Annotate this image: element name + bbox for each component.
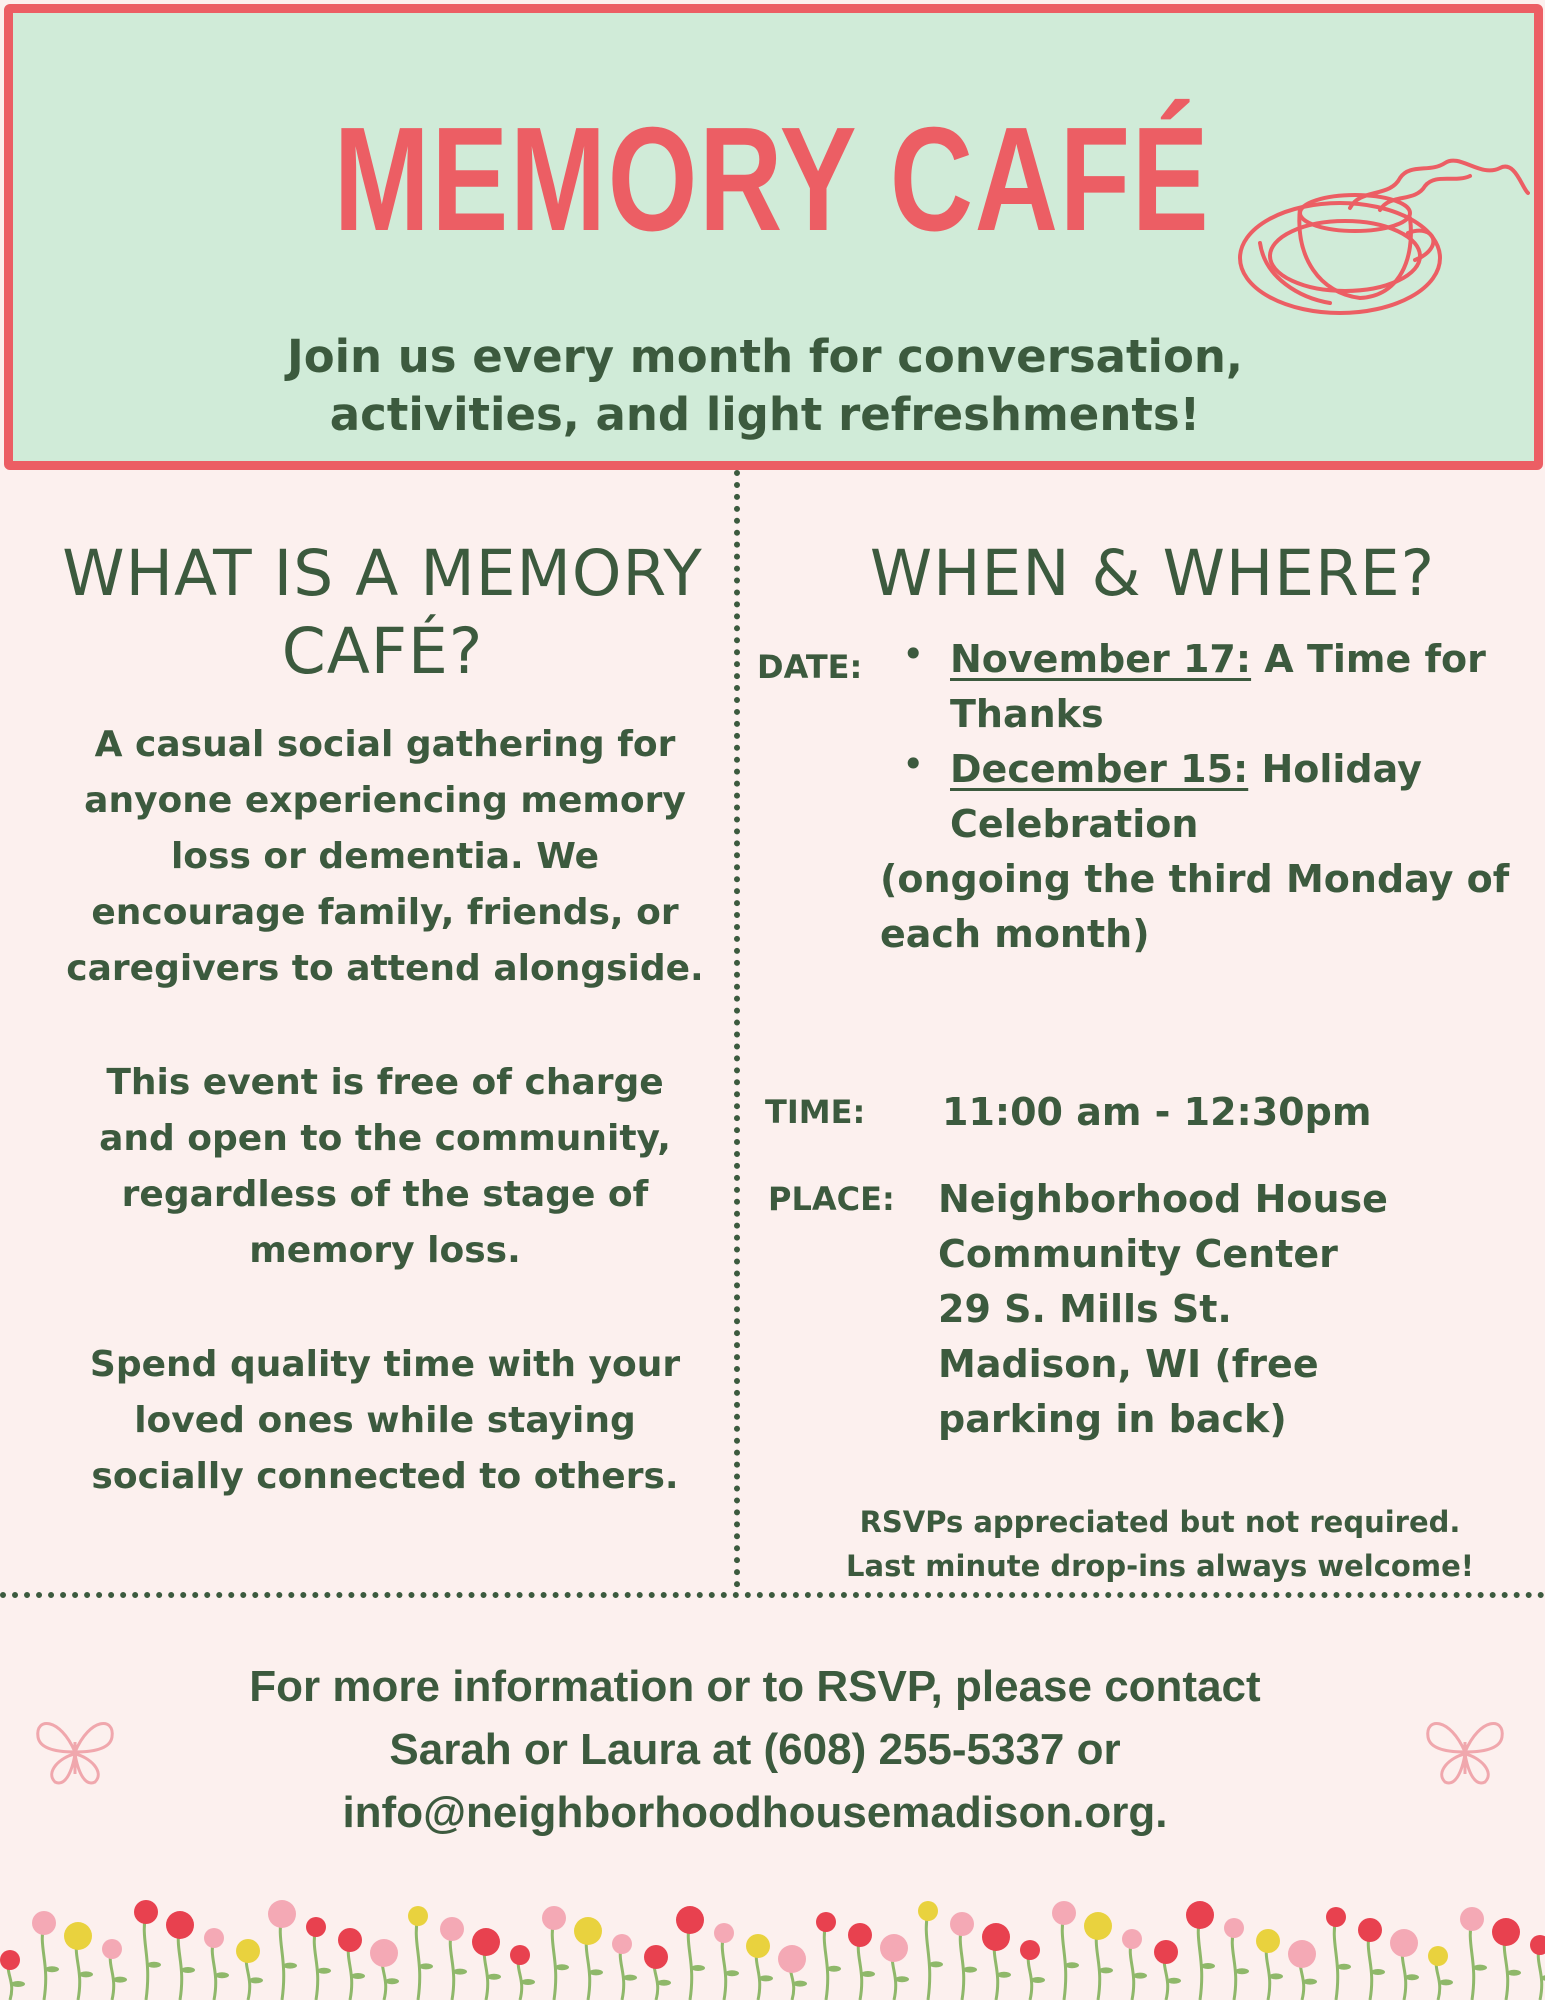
when-where-heading: WHEN & WHERE? (869, 537, 1436, 610)
text-line: socially connected to others. (91, 1456, 679, 1497)
flower-leaf (147, 1962, 161, 1968)
about-heading-line: CAFÉ? (281, 615, 484, 688)
flower-bloom (1326, 1907, 1346, 1927)
address-line: parking in back) (938, 1397, 1287, 1441)
flower-leaf (827, 1966, 841, 1972)
flower-bloom (1020, 1940, 1040, 1960)
address-line: 29 S. Mills St. (938, 1287, 1232, 1331)
time-value: 11:00 am - 12:30pm (942, 1090, 1372, 1134)
flower-bloom (1358, 1918, 1382, 1942)
flower-leaf (283, 1963, 297, 1969)
flower-bloom (268, 1900, 296, 1928)
flower-bloom (574, 1917, 602, 1945)
text-line: This event is free of charge (106, 1062, 664, 1103)
flower-bloom (236, 1939, 260, 1963)
flower-bloom (1224, 1918, 1244, 1938)
tagline-line: activities, and light refreshments! (329, 388, 1201, 441)
date-label: DATE: (757, 648, 863, 686)
flower-bloom (746, 1934, 770, 1958)
flower-leaf (1269, 1973, 1283, 1979)
flower-leaf (759, 1975, 773, 1981)
about-paragraph-1 (30, 717, 740, 997)
flower-leaf (1133, 1973, 1147, 1979)
about-paragraph-3 (30, 1337, 740, 1505)
flower-bloom (306, 1917, 326, 1937)
flower-leaf (861, 1971, 875, 1977)
text-line: encourage family, friends, or (91, 892, 679, 933)
flower-leaf (45, 1966, 59, 1972)
flower-leaf (1065, 1962, 1079, 1968)
flower-leaf (385, 1978, 399, 1984)
address-line: Madison, WI (free (938, 1342, 1319, 1386)
flower-bloom (338, 1928, 362, 1952)
flower-bloom (880, 1934, 908, 1962)
flower-leaf (1337, 1964, 1351, 1970)
flower-bloom (472, 1928, 500, 1956)
event-date: December 15: (950, 747, 1249, 791)
flower-leaf (1371, 1969, 1385, 1975)
flower-bloom (676, 1906, 704, 1934)
contact-email[interactable]: info@neighborhoodhousemadison.org. (342, 1788, 1168, 1837)
flower-leaf (589, 1969, 603, 1975)
tagline (200, 328, 1330, 444)
flower-stem (1062, 1913, 1065, 2000)
place-label: PLACE: (768, 1180, 895, 1218)
text-line: each month) (880, 912, 1150, 956)
event-title: A Time for (1251, 637, 1486, 681)
flower-stem (926, 1911, 929, 2000)
flower-leaf (79, 1971, 93, 1977)
date-item-december (950, 742, 1530, 852)
flower-leaf (725, 1970, 739, 1976)
flower-bloom (950, 1912, 974, 1936)
page-title: MEMORY CAFÉ (333, 97, 1211, 262)
flower-leaf (1303, 1979, 1317, 1985)
flower-bloom (1460, 1907, 1484, 1931)
flower-stem (416, 1916, 419, 2000)
flower-leaf (793, 1981, 807, 1987)
flower-bloom (1530, 1935, 1545, 1955)
flower-leaf (453, 1969, 467, 1975)
flower-leaf (1507, 1970, 1521, 1976)
flower-bloom (778, 1945, 806, 1973)
butterfly-icon (1420, 1712, 1510, 1792)
flower-bloom (32, 1911, 56, 1935)
text-line: and open to the community, (99, 1118, 671, 1159)
flower-bloom (848, 1923, 872, 1947)
about-paragraph-2 (30, 1055, 740, 1279)
text-line: Last minute drop-ins always welcome! (846, 1549, 1474, 1583)
flower-leaf (1439, 1979, 1453, 1985)
flower-stem (1334, 1917, 1337, 2000)
butterfly-icon (30, 1712, 120, 1792)
event-title: Celebration (950, 802, 1199, 846)
flower-stem (824, 1922, 827, 2000)
flower-bloom (816, 1912, 836, 1932)
flower-leaf (555, 1964, 569, 1970)
contact-line: Sarah or Laura at (608) 255-5337 or (389, 1725, 1121, 1774)
flower-leaf (1473, 1965, 1487, 1971)
rsvp-note (800, 1500, 1520, 1588)
horizontal-divider (0, 1592, 1545, 1598)
flower-bloom (1390, 1929, 1418, 1957)
flower-border (0, 1858, 1545, 2000)
flower-leaf (691, 1965, 705, 1971)
flower-leaf (1167, 1978, 1181, 1984)
flower-stem (722, 1933, 725, 2000)
flower-bloom (1256, 1929, 1280, 1953)
about-heading (20, 535, 745, 691)
contact-info (150, 1655, 1360, 1844)
flower-bloom (0, 1950, 20, 1970)
flower-stem (314, 1927, 317, 2000)
flower-bloom (166, 1911, 194, 1939)
flower-leaf (1099, 1967, 1113, 1973)
flower-bloom (918, 1901, 938, 1921)
text-line: anyone experiencing memory (84, 780, 686, 821)
flower-bloom (982, 1923, 1010, 1951)
flower-bloom (134, 1900, 158, 1924)
flower-stem (552, 1918, 555, 2000)
flower-bloom (408, 1906, 428, 1926)
flower-bloom (440, 1917, 464, 1941)
flower-leaf (1235, 1968, 1249, 1974)
flower-bloom (370, 1939, 398, 1967)
text-line: (ongoing the third Monday of (880, 857, 1510, 901)
event-title: Thanks (950, 692, 1104, 736)
flower-leaf (1405, 1974, 1419, 1980)
flower-leaf (317, 1968, 331, 1974)
flower-bloom (644, 1945, 668, 1969)
flower-bloom (1122, 1929, 1142, 1949)
flower-leaf (11, 1981, 25, 1987)
flower-leaf (181, 1967, 195, 1973)
flower-bloom (612, 1934, 632, 1954)
flower-bloom (64, 1922, 92, 1950)
place-address (938, 1172, 1498, 1447)
flower-leaf (351, 1973, 365, 1979)
ongoing-note (880, 852, 1530, 962)
flower-bloom (204, 1928, 224, 1948)
flower-leaf (623, 1975, 637, 1981)
flower-leaf (215, 1972, 229, 1978)
flower-bloom (1492, 1918, 1520, 1946)
flower-bloom (102, 1939, 122, 1959)
text-line: Spend quality time with your (89, 1344, 681, 1385)
text-line: RSVPs appreciated but not required. (859, 1505, 1461, 1539)
address-line: Neighborhood House (938, 1177, 1388, 1221)
flower-stem (1470, 1919, 1473, 2000)
address-line: Community Center (938, 1232, 1338, 1276)
flower-leaf (997, 1972, 1011, 1978)
flower-bloom (510, 1945, 530, 1965)
flower-leaf (249, 1977, 263, 1983)
flower-leaf (929, 1961, 943, 1967)
text-line: loss or dementia. We (170, 836, 600, 877)
flower-bloom (542, 1906, 566, 1930)
flower-leaf (487, 1974, 501, 1980)
flower-leaf (113, 1977, 127, 1983)
flower-leaf (963, 1967, 977, 1973)
bullet-icon: • (902, 632, 925, 676)
text-line: loved ones while staying (134, 1400, 636, 1441)
tagline-line: Join us every month for conversation, (286, 330, 1244, 383)
flower-bloom (1428, 1946, 1448, 1966)
text-line: memory loss. (249, 1230, 521, 1271)
time-label: TIME: (765, 1093, 866, 1131)
date-item-november (950, 632, 1530, 742)
event-date: November 17: (950, 637, 1252, 681)
text-line: regardless of the stage of (121, 1174, 649, 1215)
flower-bloom (1154, 1940, 1178, 1964)
flower-leaf (1201, 1963, 1215, 1969)
flower-bloom (714, 1923, 734, 1943)
flower-bloom (1084, 1912, 1112, 1940)
flower-leaf (521, 1979, 535, 1985)
flower-bloom (1052, 1901, 1076, 1925)
text-line: caregivers to attend alongside. (66, 948, 704, 989)
about-heading-line: WHAT IS A MEMORY (62, 537, 703, 610)
flower-stem (1232, 1928, 1235, 2000)
flower-leaf (657, 1980, 671, 1986)
flower-bloom (1186, 1901, 1214, 1929)
event-title: Holiday (1248, 747, 1422, 791)
flower-stem (144, 1912, 147, 2000)
text-line: A casual social gathering for (94, 724, 676, 765)
flower-leaf (419, 1963, 433, 1969)
flower-leaf (1031, 1977, 1045, 1983)
contact-line: For more information or to RSVP, please contact (249, 1662, 1261, 1711)
flower-bloom (1288, 1940, 1316, 1968)
bullet-icon: • (902, 742, 925, 786)
flower-leaf (895, 1976, 909, 1982)
